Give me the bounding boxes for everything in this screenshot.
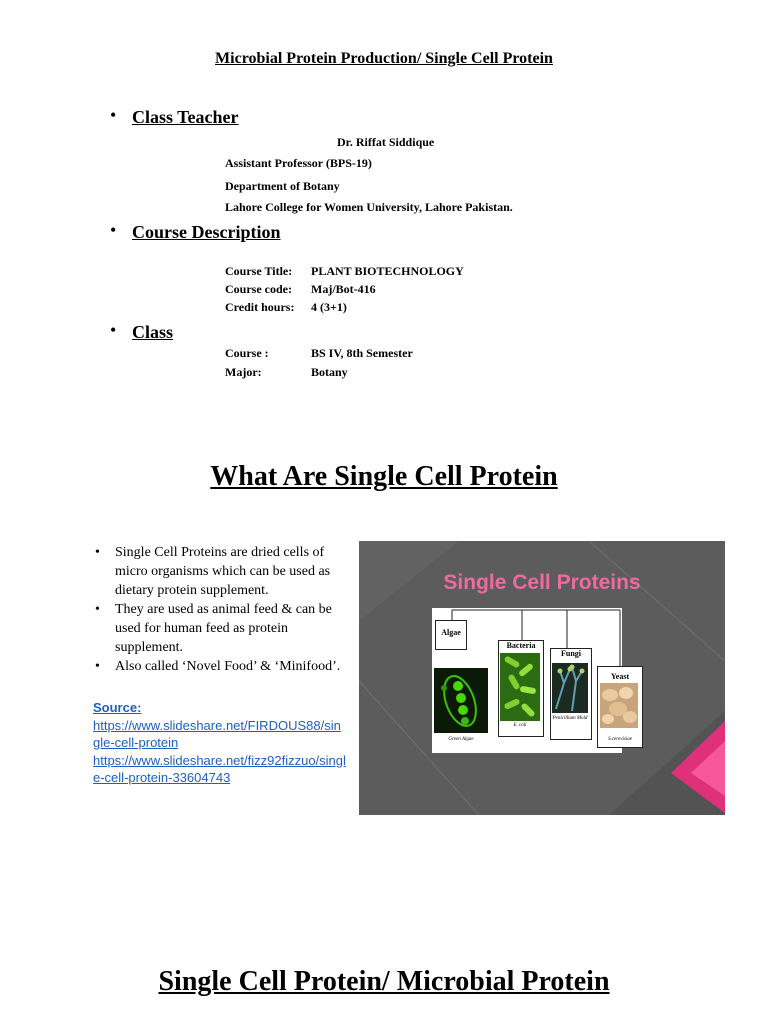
course-code-row	[225, 282, 525, 296]
course-title-label: Course Title:	[225, 264, 293, 278]
class-course-label: Course :	[225, 346, 269, 360]
credit-hours-row	[225, 300, 525, 314]
yeast-caption: S.cerevisiae	[608, 737, 632, 742]
algae-box	[435, 620, 467, 650]
algae-caption: Green Algae	[448, 737, 474, 742]
algae-image	[434, 668, 488, 733]
bacteria-label: Bacteria	[506, 641, 536, 650]
yeast-image	[600, 683, 638, 728]
fungi-label: Fungi	[560, 649, 581, 658]
source-block	[93, 699, 348, 787]
fungi-caption: Penicillium Mold	[552, 716, 588, 721]
source-label: Source:	[93, 700, 142, 715]
list-item: • They are used as animal feed & can be used for human feed as protein supplement.	[93, 600, 348, 657]
list-item: • Also called ‘Novel Food’ & ‘Minifood’.	[93, 657, 348, 676]
course-code-label: Course code:	[225, 282, 292, 296]
credit-hours-label: Credit hours:	[225, 300, 295, 314]
s-cerevisiae-icon	[600, 683, 638, 728]
list-item: • Single Cell Proteins are dried cells of micro organisms which can be used as dietary protein supplement.	[93, 543, 348, 600]
bullet-icon: •	[110, 105, 117, 125]
teacher-designation: Assistant Professor (BPS-19)	[225, 156, 372, 170]
section-heading: Course Description	[132, 222, 281, 242]
teacher-department: Department of Botany	[225, 179, 340, 193]
class-major-row	[225, 365, 525, 379]
section-heading: Class	[132, 322, 174, 342]
teacher-institution: Lahore College for Women University, Lahore Pakistan.	[225, 200, 513, 214]
document-title: Microbial Protein Production/ Single Cell Protein	[215, 50, 553, 67]
slide-title: Single Cell Proteins	[443, 571, 641, 594]
single-cell-proteins-slide	[359, 541, 725, 815]
source-link-1[interactable]: https://www.slideshare.net/FIRDOUS88/single-cell-protein	[93, 717, 341, 750]
e-coli-icon	[500, 653, 540, 721]
scp-microbial-heading: Single Cell Protein/ Microbial Protein	[158, 966, 610, 997]
class-course-value: BS IV, 8th Semester	[311, 346, 413, 360]
source-link-2[interactable]: https://www.slideshare.net/fizz92fizzuo/single-cell-protein-33604743	[93, 752, 346, 785]
course-title-row	[225, 264, 525, 278]
fungi-image	[552, 663, 588, 713]
bullet-icon: •	[110, 320, 117, 340]
bacteria-image	[500, 653, 540, 721]
organism-diagram	[432, 608, 630, 753]
class-course-row	[225, 346, 525, 360]
section-heading: Class Teacher	[132, 107, 239, 127]
class-major-value: Botany	[311, 365, 348, 379]
class-major-label: Major:	[225, 365, 262, 379]
course-code-value: Maj/Bot-416	[311, 282, 376, 296]
teacher-name: Dr. Riffat Siddique	[337, 135, 435, 149]
scp-heading: What Are Single Cell Protein	[210, 461, 558, 492]
bullet-icon: •	[110, 220, 117, 240]
green-algae-icon	[434, 668, 488, 733]
bacteria-caption: E. coli	[513, 723, 527, 728]
credit-hours-value: 4 (3+1)	[311, 300, 347, 314]
penicillium-mold-icon	[552, 663, 588, 713]
course-title-value: PLANT BIOTECHNOLOGY	[311, 264, 464, 278]
scp-description	[93, 543, 348, 676]
algae-label: Algae	[441, 628, 461, 637]
yeast-label: Yeast	[610, 672, 630, 681]
